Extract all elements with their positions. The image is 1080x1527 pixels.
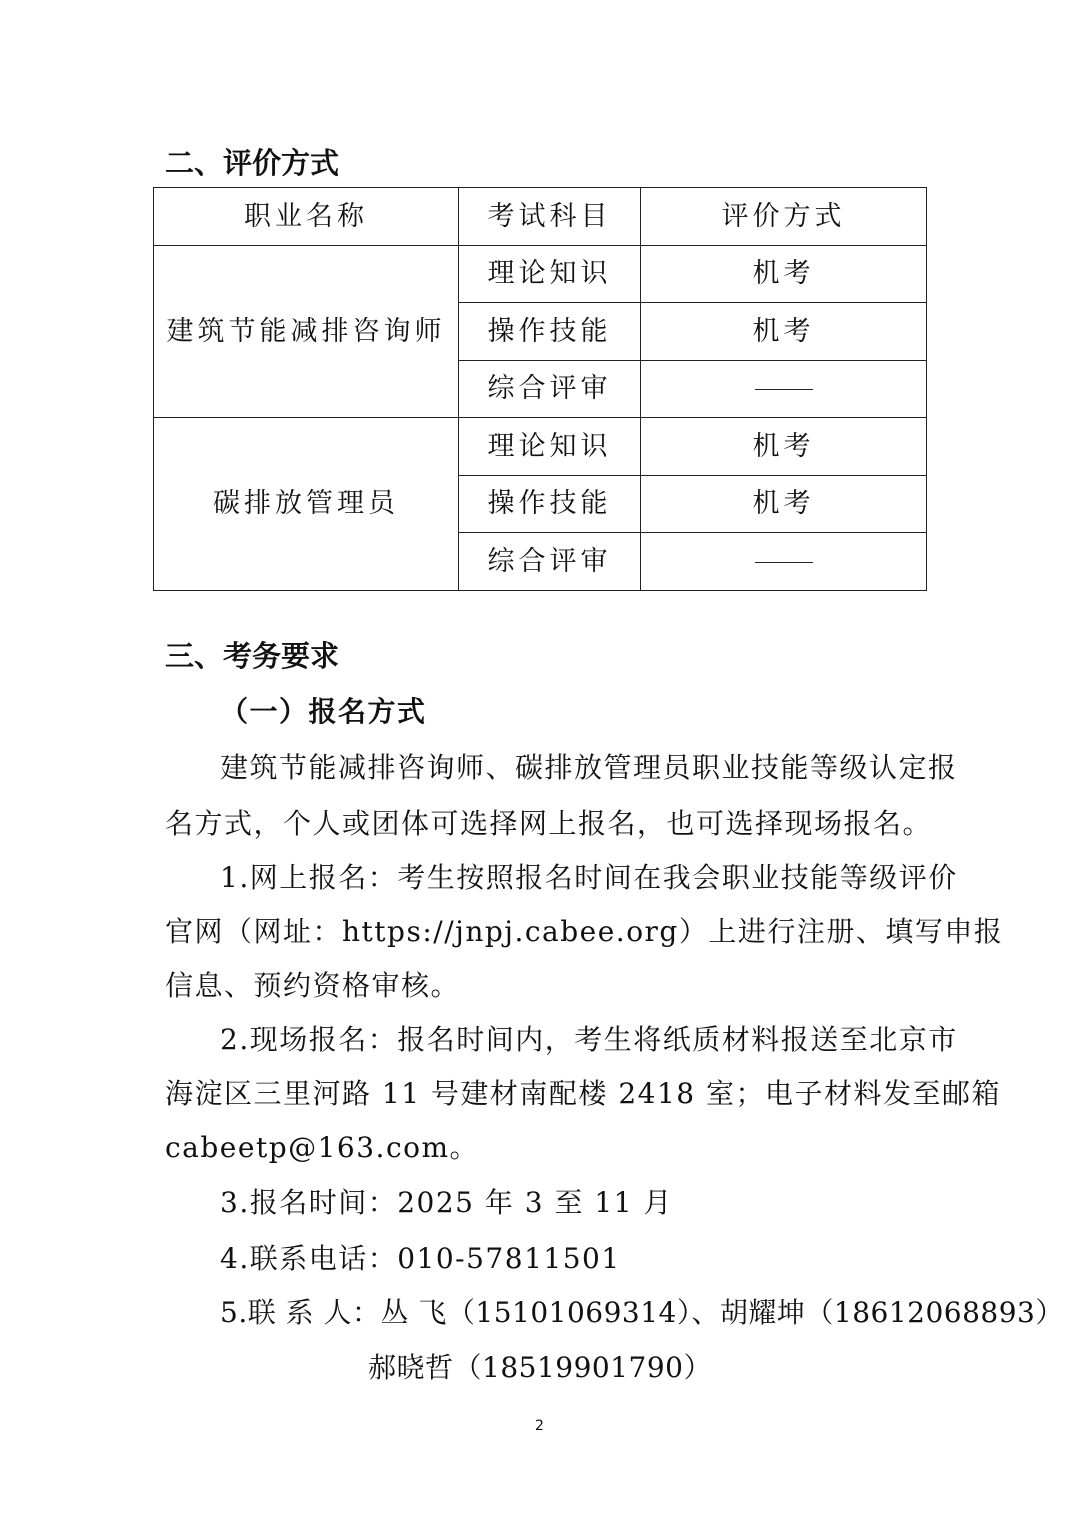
occupation-cell: 碳排放管理员 [154,418,459,591]
subject-cell: 理论知识 [459,245,641,303]
table-header-row [154,188,927,246]
method-cell [641,360,927,418]
online-registration-line: 官网（网址：https://jnpj.cabee.org）上进行注册、填写申报 [165,915,1004,948]
subject-cell: 操作技能 [459,303,641,361]
table-row [154,418,927,476]
method-cell [641,533,927,591]
evaluation-table [153,187,927,591]
subject-cell: 理论知识 [459,418,641,476]
dash-mark [755,562,813,563]
table-row [154,245,927,303]
subsection-heading-registration: （一）报名方式 [220,695,427,728]
section-heading-evaluation: 二、评价方式 [165,146,340,180]
online-registration-line: 1.网上报名：考生按照报名时间在我会职业技能等级评价 [220,861,958,894]
contact-persons-continued: 郝晓哲（18519901790） [368,1351,712,1384]
page-number: 2 [535,1418,544,1434]
table-header-method: 评价方式 [641,188,927,246]
subject-cell: 综合评审 [459,360,641,418]
registration-time: 3.报名时间：2025 年 3 至 11 月 [220,1186,673,1219]
method-cell: 机考 [641,418,927,476]
onsite-registration-line: 2.现场报名：报名时间内，考生将纸质材料报送至北京市 [220,1023,958,1056]
contact-phone: 4.联系电话：010-57811501 [220,1242,621,1275]
table-header-occupation: 职业名称 [154,188,459,246]
paragraph-line: 名方式，个人或团体可选择网上报名，也可选择现场报名。 [165,807,933,840]
online-registration-line: 信息、预约资格审核。 [165,969,461,1002]
dash-mark [755,389,813,390]
paragraph-line: 建筑节能减排咨询师、碳排放管理员职业技能等级认定报 [220,751,958,784]
section-heading-exam-requirements: 三、考务要求 [165,639,340,673]
onsite-registration-line: cabeetp@163.com。 [165,1131,480,1164]
method-cell: 机考 [641,245,927,303]
subject-cell: 操作技能 [459,475,641,533]
contact-persons: 5.联 系 人：丛 飞（15101069314）、胡耀坤（18612068893） [220,1296,1064,1329]
occupation-cell: 建筑节能减排咨询师 [154,245,459,418]
method-cell: 机考 [641,303,927,361]
table-header-subject: 考试科目 [459,188,641,246]
onsite-registration-line: 海淀区三里河路 11 号建材南配楼 2418 室；电子材料发至邮箱 [165,1077,1001,1110]
subject-cell: 综合评审 [459,533,641,591]
method-cell: 机考 [641,475,927,533]
